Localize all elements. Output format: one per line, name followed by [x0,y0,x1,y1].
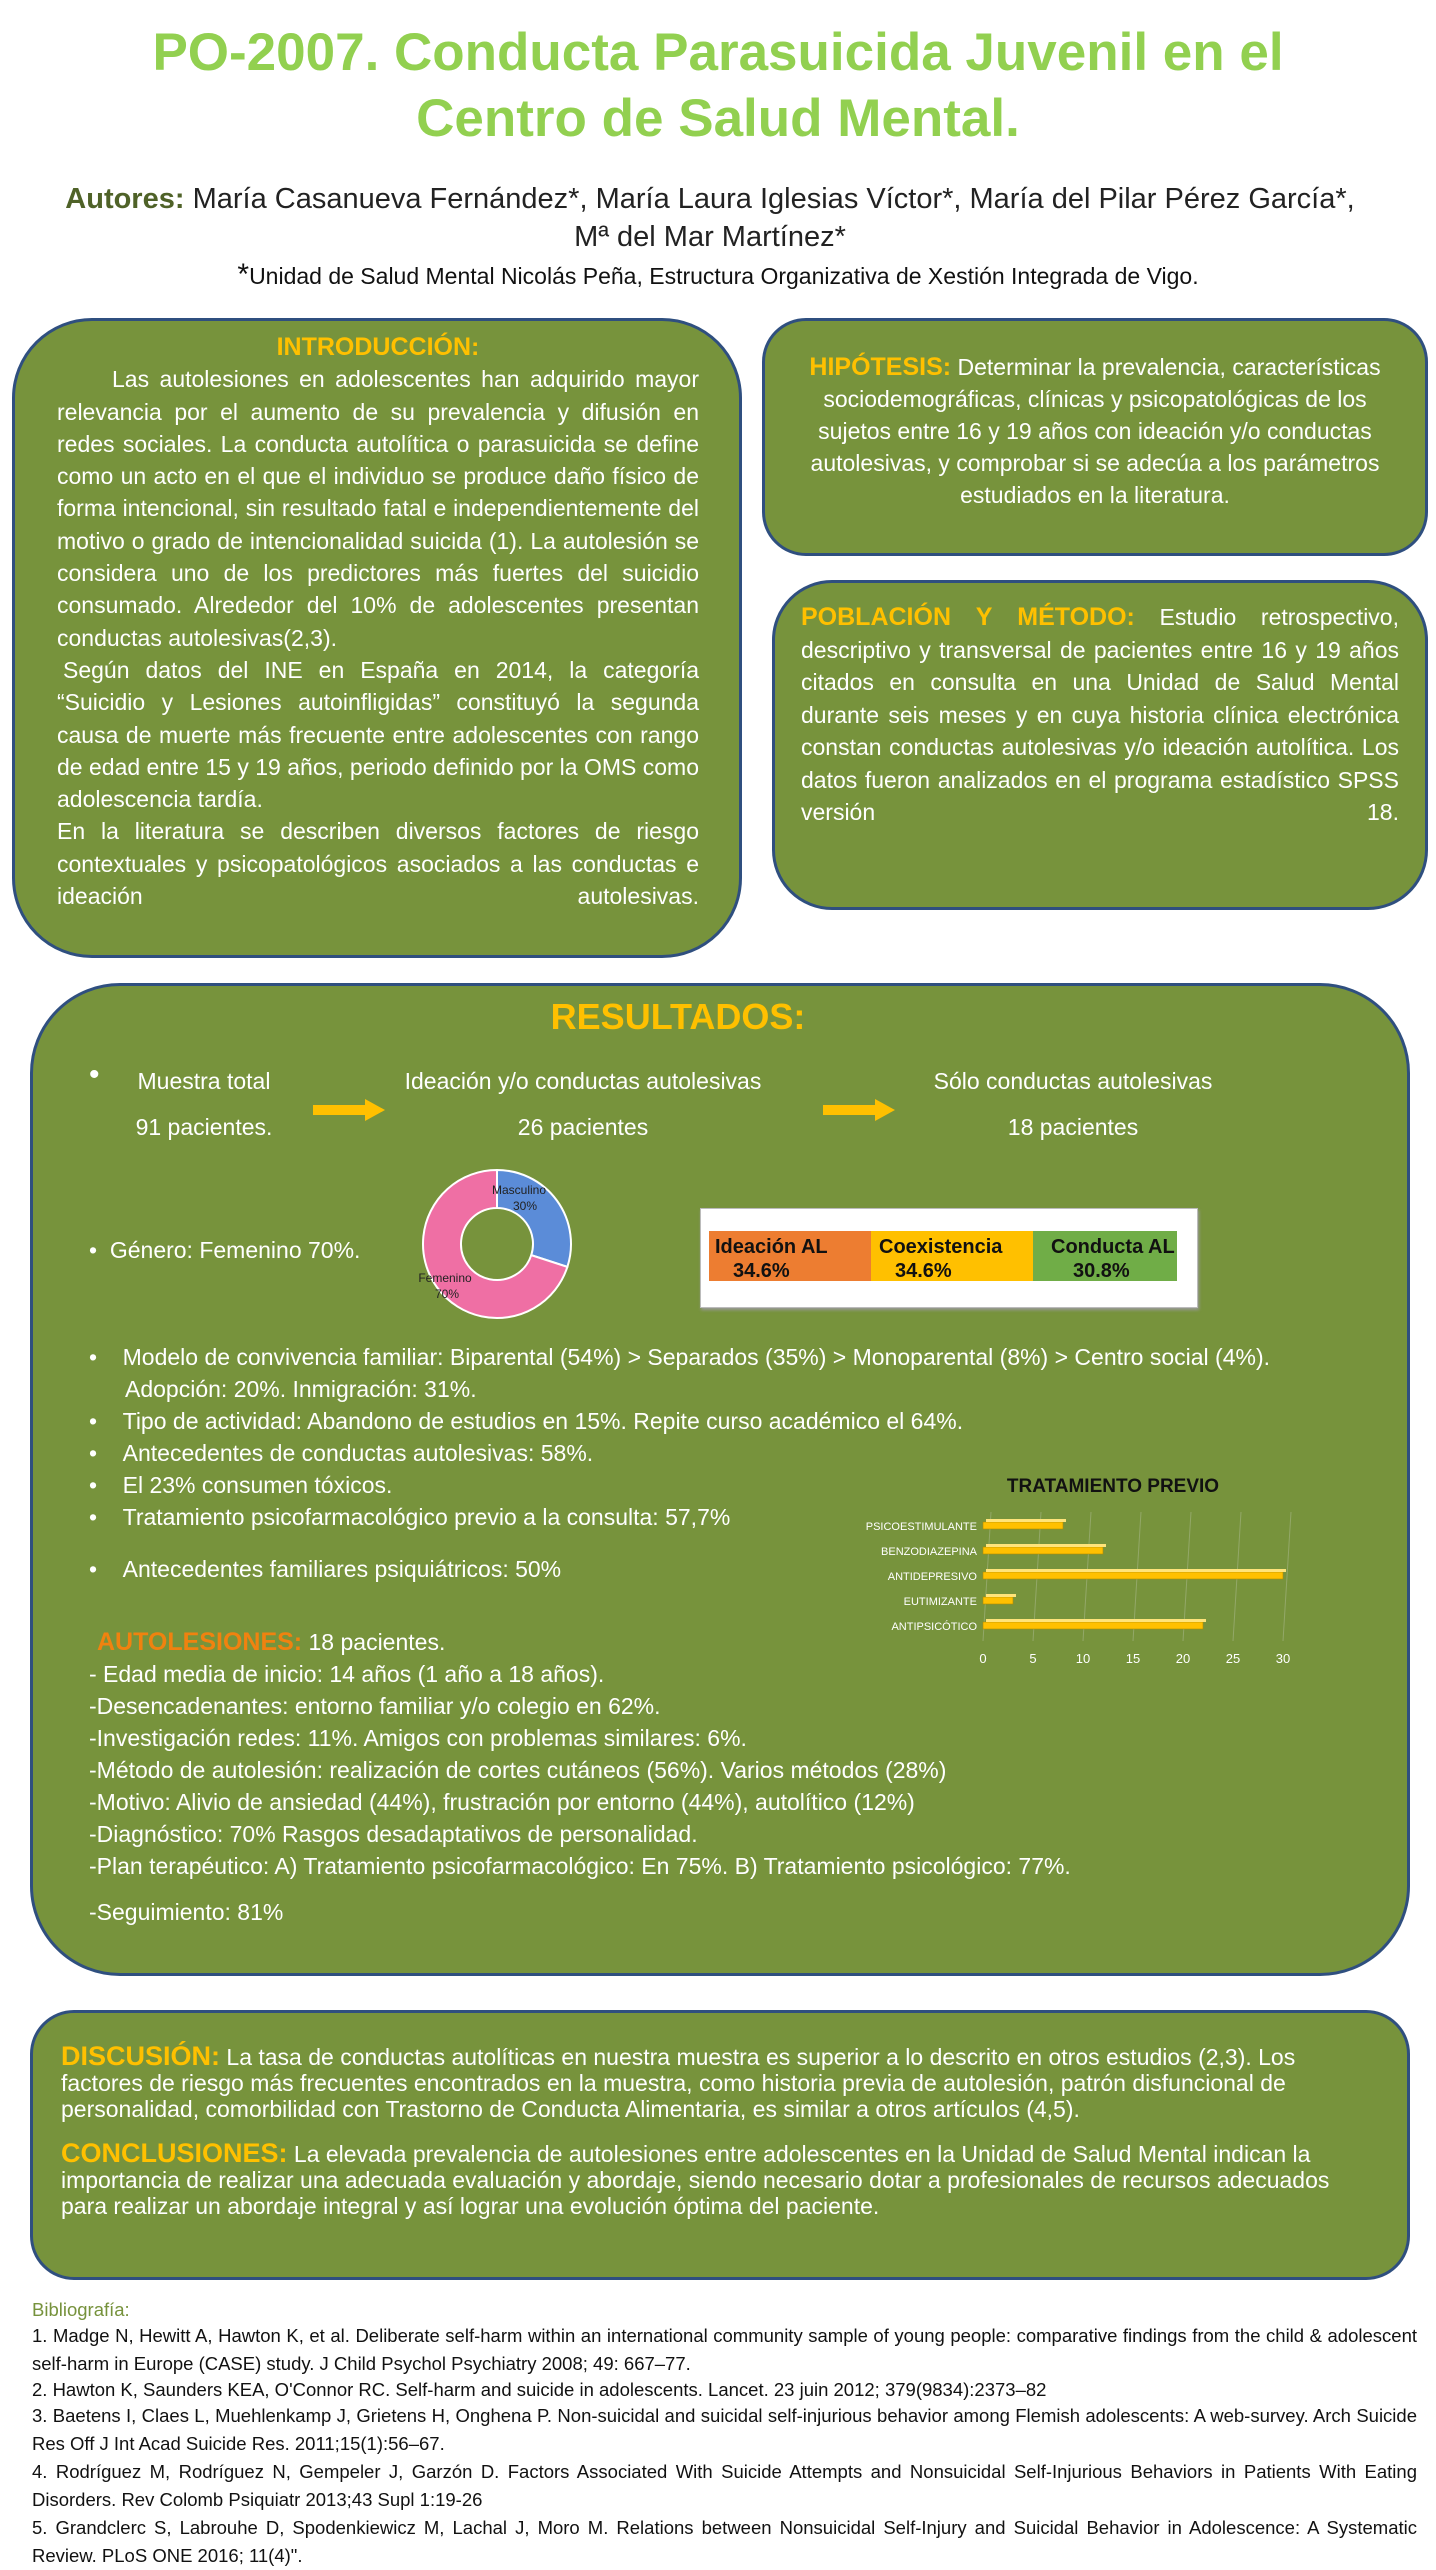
segment-coexistencia-label: Coexistencia [879,1236,1003,1258]
bullet-familiares: • Antecedentes familiares psiquiátricos: 50% [89,1556,562,1582]
segment-ideacion-label: Ideación AL [715,1236,828,1258]
autolesiones-line: -Plan terapéutico: A) Tratamiento psicofarmacológico: En 75%. B) Tratamiento psicológico: 77%. [89,1853,1071,1879]
discusion-panel [30,2010,1410,2280]
bar-top-face [986,1519,1066,1522]
bar-antipsicótico [983,1622,1203,1629]
autolesiones-line: - Edad media de inicio: 14 años (1 año a 18 años). [89,1661,605,1687]
reference-item: 2. Hawton K, Saunders KEA, O'Connor RC. Self-harm and suicide in adolescents. Lancet. 23 juin 2012; 379(9834):2373–82 [32,2379,1047,2400]
tratamiento-chart-title: TRATAMIENTO PREVIO [1006,1476,1220,1497]
bullet-tratamiento: • Tratamiento psicofarmacológico previo a la consulta: 57,7% [89,1504,731,1530]
authors [30,180,1390,256]
flow-step-1-value: 91 pacientes. [135,1114,273,1140]
metodo-panel [772,580,1428,910]
category-label: ANTIPSICÓTICO [891,1621,977,1633]
reference-item: 1. Madge N, Hewitt A, Hawton K, et al. Deliberate self-harm within an international community sample of young people: comparative findings from the child & adolescent self-harm in Europe (CASE) study. J Child Psychol Psychiatry 2008; 49: 667–77. [32,2325,1417,2374]
autolesiones-line: -Diagnóstico: 70% Rasgos desadaptativos de personalidad. [89,1821,698,1847]
authors-label: Autores: [65,183,185,215]
flow-step-3-value: 18 pacientes [1007,1114,1139,1140]
bibliografia-title: Bibliografía: [32,2299,130,2320]
bar-eutimizante [983,1597,1013,1604]
segment-ideacion-value: 34.6% [733,1260,790,1282]
autolesiones-line: -Seguimiento: 81% [89,1899,284,1925]
x-tick-label: 25 [1225,1651,1241,1666]
autolesiones-line: -Método de autolesión: realización de cortes cutáneos (56%). Varios métodos (28%) [89,1757,947,1783]
autolesiones-line: -Investigación redes: 11%. Amigos con problemas similares: 6%. [89,1725,747,1751]
category-label: ANTIDEPRESIVO [887,1571,977,1583]
x-tick-label: 20 [1175,1651,1191,1666]
bar-benzodiazepina [983,1547,1103,1554]
donut-label: Masculino [491,1183,547,1197]
intro-panel [12,318,742,958]
title-line-1: PO-2007. Conducta Parasuicida Juvenil en el [152,23,1284,82]
discusion-text: La tasa de conductas autolíticas en nuestra muestra es superior a lo descrito en otros estudios (2,3). Los factores de riesgo más frecuentes encontrados en la muestra, como historia previa de autolesión, patrón disfuncional de personalidad, comorbilidad con Trastorno de Conducta Alimentaria, es similar a otros artículos (4,5). [61,2044,1296,2122]
hipotesis-heading: HIPÓTESIS: [809,353,952,381]
segment-coexistencia [871,1231,1033,1281]
discusion-paragraph [61,2043,1377,2122]
intro-heading: INTRODUCCIÓN: [276,333,480,361]
bullet-convivencia-cont: Adopción: 20%. Inmigración: 31%. [125,1376,477,1402]
autolesiones-line: -Motivo: Alivio de ansiedad (44%), frustración por entorno (44%), autolítico (12%) [89,1789,915,1815]
affiliation [0,258,1436,292]
flow-step-3-label: Sólo conductas autolesivas [933,1068,1213,1094]
bullet-toxicos: • El 23% consumen tóxicos. [89,1472,393,1498]
ideacion-conducta-stacked-bar [700,1208,1198,1308]
category-label: PSICOESTIMULANTE [865,1521,977,1533]
segment-conducta [1033,1231,1177,1281]
category-label: EUTIMIZANTE [903,1596,977,1608]
poster-title [0,20,1436,152]
flow-step-2-value: 26 pacientes [517,1114,649,1140]
discusion-heading: DISCUSIÓN: [61,2041,221,2071]
genero-bullet: • Género: Femenino 70%. [89,1237,361,1263]
intro-paragraph-1: Las autolesiones en adolescentes han adquirido mayor relevancia por el aumento de su prevalencia y difusión en redes sociales. La conducta autolítica o parasuicida se define como un acto en el que el individuo se produce daño físico de forma intencional, sin resultado fatal e independientemente del motivo o grado de intencionalidad suicida (1). La autolesión se considera uno de los predictores más fuertes del suicidio consumado. Alrededor del 10% de adolescentes presentan conductas autolesivas(2,3). [57,366,699,651]
affiliation-text: Unidad de Salud Mental Nicolás Peña, Estructura Organizativa de Xestión Integrada de Vigo. [249,263,1199,289]
intro-paragraph-2: Según datos del INE en España en 2014, la categoría “Suicidio y Lesiones autoinfligidas” constituyó la segunda causa de muerte más frecuente entre adolescentes con rango de edad entre 15 y 19 años, periodo definido por la OMS como adolescencia tardía. [57,656,699,813]
flow-arrow-2 [823,1099,895,1119]
donut-value-label: 70% [434,1287,460,1301]
bar-top-face [986,1544,1106,1547]
autolesiones-heading: AUTOLESIONES: [97,1628,303,1656]
segment-conducta-label: Conducta AL [1051,1236,1175,1258]
segment-ideacion [709,1231,871,1281]
x-tick-label: 0 [979,1651,987,1666]
metodo-text: Estudio retrospectivo, descriptivo y transversal de pacientes entre 16 y 19 años citados en consulta en una Unidad de Salud Mental durante seis meses y en cuya historia clínica electrónica constan conductas autolesivas y/o ideación autolítica. Los datos fueron analizados en el programa estadístico SPSS versión 18. [801,604,1399,825]
flow-step-2-label: Ideación y/o conductas autolesivas [404,1068,762,1094]
bar-top-face [986,1594,1016,1597]
flow-bullet: • [89,1058,100,1091]
segment-conducta-value: 30.8% [1073,1260,1130,1282]
reference-item: 5. Grandclerc S, Labrouhe D, Spodenkiewicz M, Lachal J, Moro M. Relations between Nonsuicidal Self-Injury and Suicidal Behavior in Adolescence: A Systematic Review. PLoS ONE 2016; 11(4)". [32,2517,1417,2566]
intro-paragraph-3: En la literatura se describen diversos factores de riesgo contextuales y psicopatológicos asociados a las conductas e ideación autolesivas. [57,818,699,910]
donut-label: Femenino [418,1271,472,1285]
gender-donut-chart [397,1164,597,1324]
segment-coexistencia-value: 34.6% [895,1260,952,1282]
authors-list-1: María Casanueva Fernández*, María Laura Iglesias Víctor*, María del Pilar Pérez García*, [184,183,1355,215]
resultados-heading: RESULTADOS: [550,996,806,1037]
resultados-panel [30,983,1410,1976]
flow-arrow-1 [313,1099,385,1119]
donut-value-label: 30% [512,1199,538,1213]
bar-antidepresivo [983,1572,1283,1579]
category-label: BENZODIAZEPINA [881,1546,977,1558]
autolesiones-count: 18 pacientes. [302,1629,446,1655]
bullet-actividad: • Tipo de actividad: Abandono de estudios en 15%. Repite curso académico el 64%. [89,1408,964,1434]
bullet-convivencia: • Modelo de convivencia familiar: Biparental (54%) > Separados (35%) > Monoparental (8%) > Centro social (4%). [89,1344,1270,1370]
genero-text: Género: Femenino 70%. [109,1237,361,1263]
autolesiones-line: -Desencadenantes: entorno familiar y/o colegio en 62%. [89,1693,661,1719]
hipotesis-panel [762,318,1428,556]
bibliografia [32,2298,1417,2570]
bar-psicoestimulante [983,1522,1063,1529]
affiliation-star: * [237,258,250,291]
x-tick-label: 30 [1275,1651,1291,1666]
x-tick-label: 10 [1075,1651,1091,1666]
hipotesis-text: Determinar la prevalencia, características sociodemográficas, clínicas y psicopatológicas de los sujetos entre 16 y 19 años con ideación y/o conductas autolesivas, y comprobar si se adecúa a los parámetros estudiados en la literatura. [810,354,1381,508]
authors-list-2: Mª del Mar Martínez* [574,221,846,253]
conclusiones-paragraph [61,2140,1377,2219]
bullet-antecedentes: • Antecedentes de conductas autolesivas: 58%. [89,1440,594,1466]
conclusiones-heading: CONCLUSIONES: [61,2138,288,2168]
bar-top-face [986,1619,1206,1622]
chart-gridline [1283,1512,1291,1641]
flow-step-1-label: Muestra total [137,1068,271,1094]
reference-item: 3. Baetens I, Claes L, Muehlenkamp J, Grietens H, Onghena P. Non-suicidal and suicidal self-injurious behavior among Flemish adolescents: A web-survey. Arch Suicide Res Off J Int Acad Suicide Res. 2011;15(1):56–67. [32,2405,1417,2454]
x-tick-label: 15 [1125,1651,1141,1666]
metodo-heading: POBLACIÓN Y MÉTODO: [801,603,1135,631]
reference-item: 4. Rodríguez M, Rodríguez N, Gempeler J, Garzón D. Factors Associated With Suicide Attempts and Nonsuicidal Self-Injurious Behaviors in Patients With Eating Disorders. Rev Colomb Psiquiatr 2013;43 Supl 1:19-26 [32,2461,1417,2510]
bar-top-face [986,1569,1286,1572]
title-line-2: Centro de Salud Mental. [416,89,1020,148]
tratamiento-previo-chart [823,1456,1343,1686]
conclusiones-text: La elevada prevalencia de autolesiones entre adolescentes en la Unidad de Salud Mental indican la importancia de realizar una adecuada evaluación y abordaje, siendo necesario dotar a profesionales de recursos adecuados para realizar un abordaje integral y así lograr una evolución óptima del paciente. [61,2141,1330,2219]
x-tick-label: 5 [1029,1651,1037,1666]
